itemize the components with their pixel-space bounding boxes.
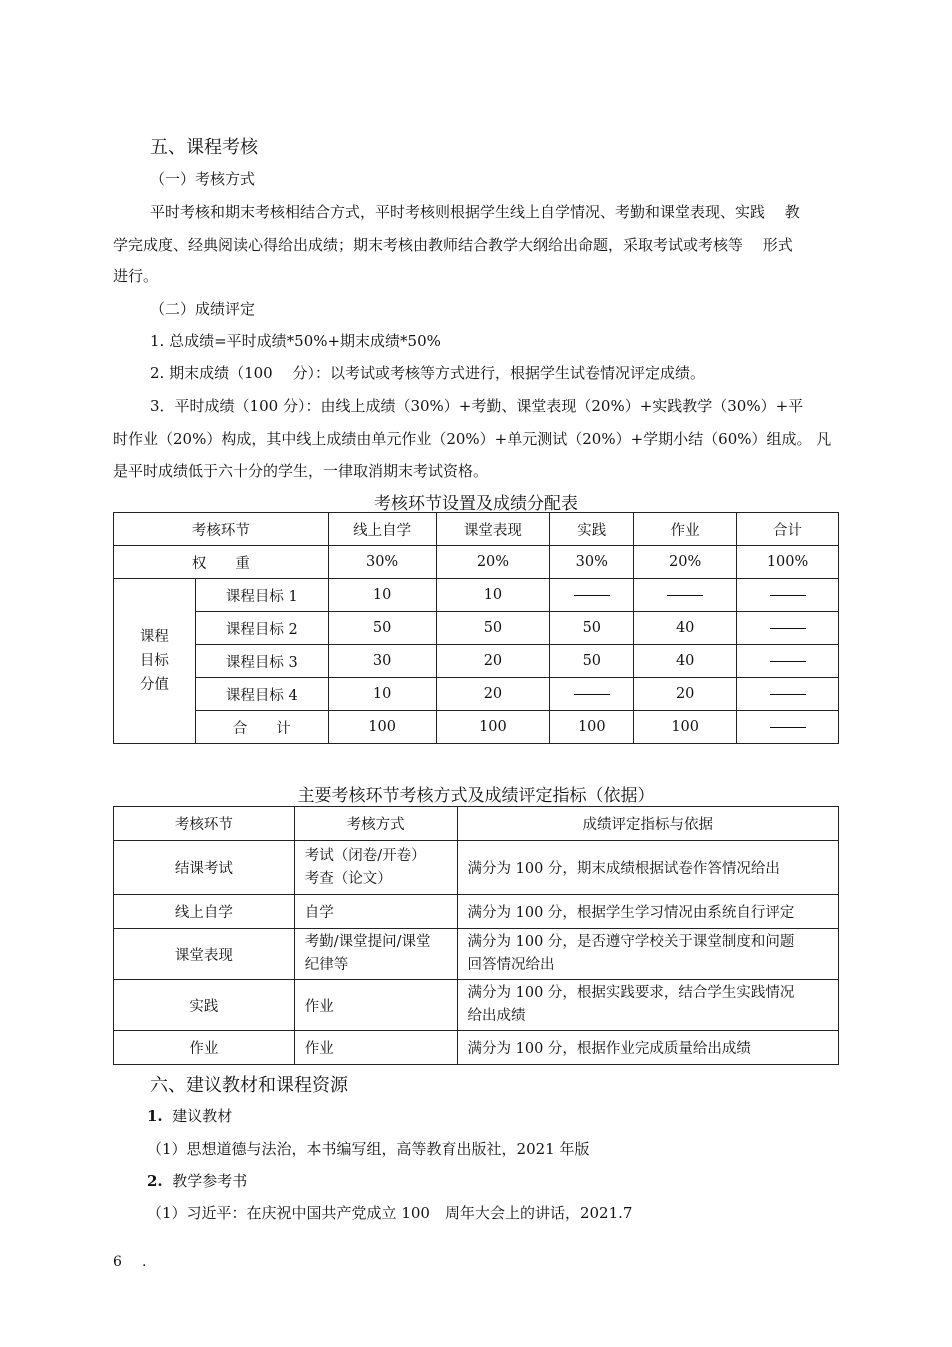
table-cell: 100 — [328, 711, 436, 744]
header-cell: 课堂表现 — [436, 513, 550, 546]
dash-mark — [770, 628, 806, 629]
dash-mark — [574, 694, 610, 695]
table-cell: 50 — [550, 612, 634, 645]
row-label: 合 计 — [195, 711, 328, 744]
table-cell — [550, 579, 634, 612]
table-cell: 20 — [436, 645, 550, 678]
table-cell: 50 — [328, 612, 436, 645]
table-cell: 30 — [328, 645, 436, 678]
subsection-assessment-method: （一）考核方式 — [150, 170, 256, 188]
header-cell: 考核环节 — [114, 513, 329, 546]
table-row — [114, 841, 839, 895]
stage-cell: 结课考试 — [114, 841, 295, 895]
stage-cell: 作业 — [114, 1031, 295, 1065]
assessment-criteria-table — [113, 806, 839, 1065]
weight-cell: 20% — [634, 546, 737, 579]
criteria-cell — [457, 929, 838, 980]
table-cell: 20 — [436, 678, 550, 711]
header-cell: 线上自学 — [328, 513, 436, 546]
page-number: 6 — [113, 1254, 122, 1270]
score-allocation-table — [113, 512, 839, 744]
table-cell — [737, 711, 839, 744]
method-cell — [294, 929, 457, 980]
criteria-line: 给出成绩 — [467, 1008, 526, 1024]
list-item: 1. 总成绩=平时成绩*50%+期末成绩*50% — [150, 332, 441, 350]
method-cell: 作业 — [294, 980, 457, 1031]
criteria-cell: 满分为 100 分，根据学生学习情况由系统自行评定 — [457, 895, 838, 929]
table-row — [114, 645, 839, 678]
method-cell: 自学 — [294, 895, 457, 929]
paragraph-line: 进行。 — [113, 267, 159, 285]
list-item: 2. 期末成绩（100 分）：以考试或考核等方式进行，根据学生试卷情况评定成绩。 — [150, 364, 705, 382]
method-cell: 作业 — [294, 1031, 457, 1065]
dash-mark — [667, 595, 703, 596]
group-label-line: 目标 — [139, 653, 169, 669]
table-row — [114, 980, 839, 1031]
table-cell: 100 — [550, 711, 634, 744]
weight-cell: 20% — [436, 546, 550, 579]
group-label-line: 分值 — [139, 677, 169, 693]
dash-mark — [574, 595, 610, 596]
dash-mark — [770, 595, 806, 596]
paragraph-line: 是平时成绩低于六十分的学生，一律取消期末考试资格。 — [113, 462, 489, 480]
row-label: 课程目标 2 — [195, 612, 328, 645]
method-line: 考勤/课堂提问/课堂 — [304, 934, 431, 950]
header-cell: 成绩评定指标与依据 — [457, 807, 838, 841]
list-item: 3．平时成绩（100 分）：由线上成绩（30%）+考勤、课堂表现（20%）+实践教学（30%）+平 — [150, 397, 804, 415]
subsection-label: 建议教材 — [172, 1107, 233, 1125]
list-number: 2. — [147, 1172, 163, 1190]
table-cell: 100 — [436, 711, 550, 744]
table-cell: 10 — [328, 678, 436, 711]
stage-cell: 课堂表现 — [114, 929, 295, 980]
section-6-title: 六、建议教材和课程资源 — [150, 1075, 348, 1096]
table-row — [114, 1031, 839, 1065]
table-cell: 10 — [328, 579, 436, 612]
table-cell — [737, 612, 839, 645]
table-cell — [737, 579, 839, 612]
table-cell: 50 — [436, 612, 550, 645]
table-row — [114, 895, 839, 929]
reference-entry: （1）习近平：在庆祝中国共产党成立 100 周年大会上的讲话，2021.7 — [147, 1204, 633, 1222]
total-row — [114, 711, 839, 744]
table-cell: 40 — [634, 612, 737, 645]
method-cell — [294, 841, 457, 895]
criteria-line: 满分为 100 分，是否遵守学校关于课堂制度和问题 — [467, 934, 795, 950]
table-header-row — [114, 513, 839, 546]
table-row — [114, 579, 839, 612]
table-cell — [550, 678, 634, 711]
criteria-cell — [457, 980, 838, 1031]
criteria-line: 回答情况给出 — [467, 957, 555, 973]
subsection-reference-books — [147, 1170, 247, 1191]
table-cell — [737, 645, 839, 678]
dash-mark — [770, 727, 806, 728]
subsection-textbook — [147, 1105, 232, 1126]
footer-dot: . — [142, 1254, 147, 1270]
table-cell: 40 — [634, 645, 737, 678]
table-row — [114, 929, 839, 980]
table-cell: 20 — [634, 678, 737, 711]
row-label: 课程目标 4 — [195, 678, 328, 711]
row-label: 课程目标 3 — [195, 645, 328, 678]
dash-mark — [770, 661, 806, 662]
criteria-line: 满分为 100 分，根据实践要求，结合学生实践情况 — [467, 985, 795, 1001]
table-cell — [737, 678, 839, 711]
table-cell: 50 — [550, 645, 634, 678]
method-line: 考查（论文） — [304, 870, 392, 887]
paragraph-line: 时作业（20%）构成，其中线上成绩由单元作业（20%）+单元测试（20%）+学期小结（60%）组成。 凡 — [113, 430, 832, 448]
header-cell: 合计 — [737, 513, 839, 546]
table-cell: 10 — [436, 579, 550, 612]
criteria-cell: 满分为 100 分，根据作业完成质量给出成绩 — [457, 1031, 838, 1065]
dash-mark — [770, 694, 806, 695]
header-cell: 实践 — [550, 513, 634, 546]
table-row — [114, 678, 839, 711]
weight-cell: 100% — [737, 546, 839, 579]
group-label — [114, 579, 196, 744]
header-cell: 考核环节 — [114, 807, 295, 841]
subsection-grade-assessment: （二）成绩评定 — [150, 300, 256, 318]
table-cell — [634, 579, 737, 612]
weight-cell: 30% — [328, 546, 436, 579]
stage-cell: 线上自学 — [114, 895, 295, 929]
table-cell: 100 — [634, 711, 737, 744]
table-row — [114, 612, 839, 645]
book-entry: （1）思想道德与法治，本书编写组，高等教育出版社，2021 年版 — [147, 1140, 590, 1158]
table-header-row — [114, 807, 839, 841]
header-cell: 考核方式 — [294, 807, 457, 841]
weight-label: 权 重 — [114, 546, 329, 579]
method-line: 考试（闭卷/开卷） — [304, 847, 426, 864]
weight-row — [114, 546, 839, 579]
weight-cell: 30% — [550, 546, 634, 579]
table-2-caption: 主要考核环节考核方式及成绩评定指标（依据） — [297, 786, 655, 806]
section-5-title: 五、课程考核 — [150, 137, 258, 158]
list-number: 1. — [147, 1107, 163, 1125]
criteria-cell: 满分为 100 分，期末成绩根据试卷作答情况给出 — [457, 841, 838, 895]
header-cell: 作业 — [634, 513, 737, 546]
stage-cell: 实践 — [114, 980, 295, 1031]
method-line: 纪律等 — [304, 957, 349, 973]
row-label: 课程目标 1 — [195, 579, 328, 612]
paragraph-line: 学完成度、经典阅读心得给出成绩；期末考核由教师结合教学大纲给出命题，采取考试或考核等 形式 — [113, 236, 793, 254]
paragraph-line: 平时考核和期末考核相结合方式，平时考核则根据学生线上自学情况、考勤和课堂表现、实践 教 — [150, 203, 800, 221]
subsection-label: 教学参考书 — [172, 1172, 248, 1190]
table-1-caption: 考核环节设置及成绩分配表 — [374, 494, 578, 514]
group-label-line: 课程 — [139, 629, 169, 645]
